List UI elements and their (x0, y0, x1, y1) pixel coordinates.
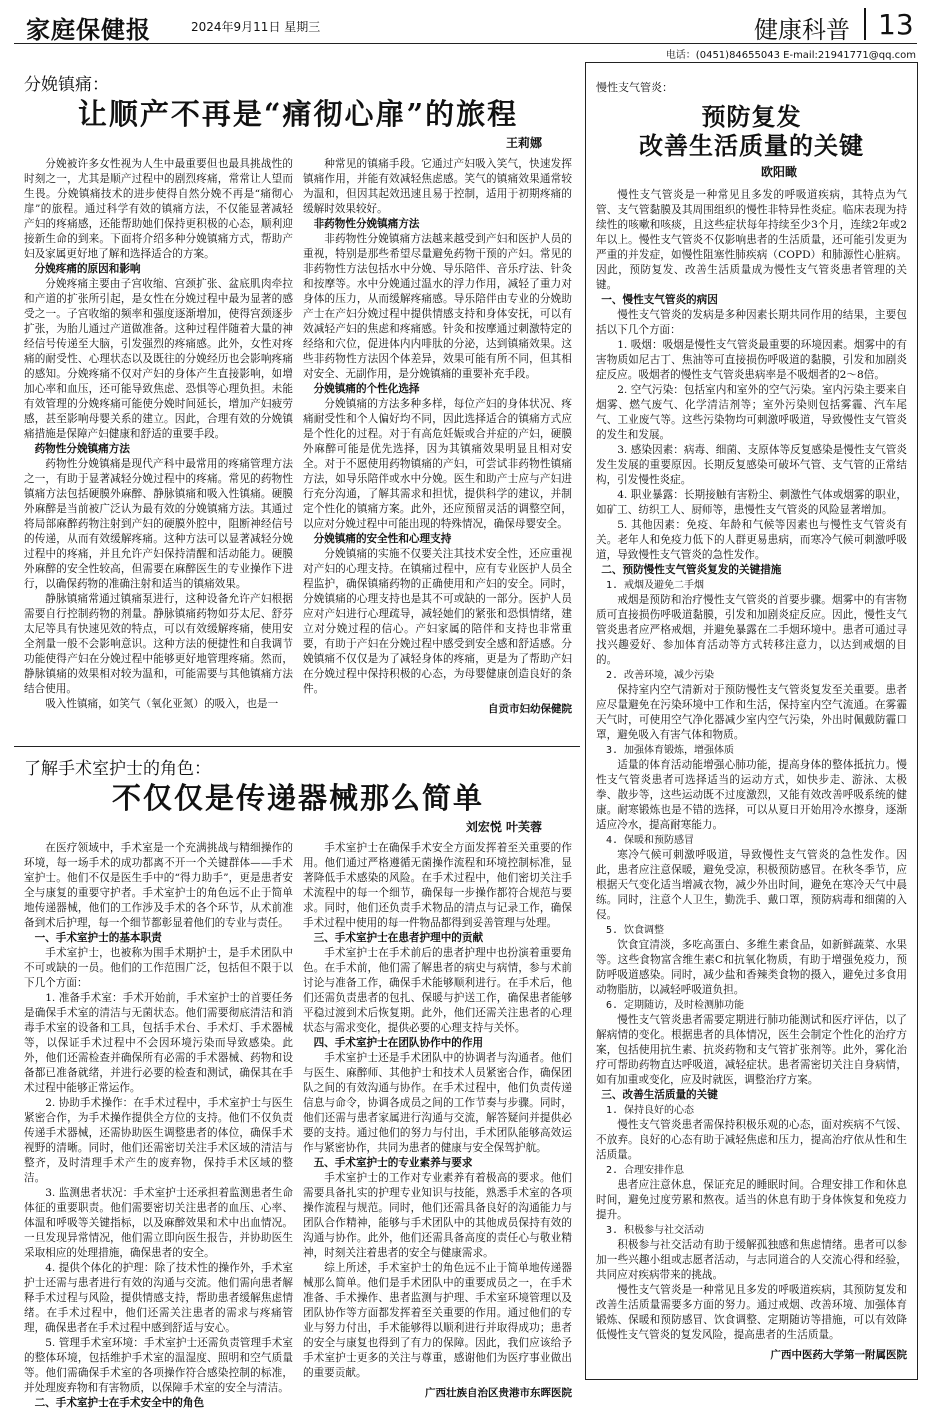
article-title-line2: 改善生活质量的关键 (639, 130, 864, 160)
paragraph: 手术室护士，也被称为围手术期护士，是手术团队中不可或缺的一员。他们的工作范围广泛，包括但不限于以下几个方面： (24, 946, 293, 989)
contact-line: 电话：(0451)84655043 E-mail:21941771@qq.com (665, 50, 916, 61)
paragraph: 慢性支气管炎是一种常见且多发的呼吸道疾病，其预防复发和改善生活质量需要多方面的努力。通过戒烟、改善环境、加强体育锻炼、保暖和预防感冒、饮食调整、定期随访等措施，可以有效降低慢性支气管炎的复发风险，提高患者的生活质量。 (596, 1283, 907, 1341)
paragraph: 5. 其他因素：免疫、年龄和气候等因素也与慢性支气管炎有关。老年人和免疫力低下的人群更易患病，而寒冷气候可刺激呼吸道，导致慢性支气管炎的急性发作。 (596, 518, 907, 561)
paragraph: 分娩被许多女性视为人生中最重要但也最具挑战性的时刻之一，尤其是顺产过程中的剧烈疼痛，常常让人望而生畏。分娩镇痛技术的进步使得自然分娩不再是“痛彻心扉”的旅程。通过科学有效的镇痛方法，不仅能显著减轻产妇的疼痛感，还能帮助她们保持更积极的心态，顺利迎接新生命的到来。下面将介绍多种分娩镇痛方式，帮助产妇及家属更好地了解和选择适合的方案。 (24, 157, 293, 260)
weekday-text: 星期三 (284, 20, 321, 34)
column (303, 157, 572, 716)
divider (14, 746, 580, 747)
article-source: 广西中医药大学第一附属医院 (770, 1348, 907, 1361)
article-author: 刘宏悦 叶芙蓉 (465, 819, 542, 834)
paragraph: 适量的体育活动能增强心肺功能，提高身体的整体抵抗力。慢性支气管炎患者可选择适当的运动方式，如快步走、游泳、太极拳、散步等，这些运动既不过度激烈，又能有效改善呼吸系统的健康。耐寒锻炼也是不错的选择，可以从夏日开始用冷水擦身，逐渐适应冷水，提高耐寒能力。 (596, 758, 907, 831)
article-labor-analgesia (24, 70, 572, 736)
paragraph: 保持室内空气清新对于预防慢性支气管炎复发至关重要。患者应尽量避免在污染环境中工作和生活，保持室内空气流通。在雾霾天气时，可使用空气净化器减少室内空气污染，外出时佩戴防霾口罩，避免吸入有害气体和物质。 (596, 683, 907, 741)
article-source: 广西壮族自治区贵港市东晖医院 (425, 1386, 572, 1399)
paragraph: 5. 管理手术室环境：手术室护士还需负责管理手术室的整体环境，包括维护手术室的温湿度、照明和空气质量等。他们需确保手术室的各项操作符合感染控制的标准，并处理废弃物和有害物质，以保障手术室的安全与清洁。 (24, 1336, 293, 1394)
subheading: 一、手术室护士的基本职责 (34, 931, 162, 944)
subheading: 非药物性分娩镇痛方法 (313, 217, 420, 230)
subheading: 3. 积极参与社交活动 (606, 1224, 705, 1236)
subheading: 2. 合理安排作息 (606, 1164, 685, 1176)
article-bronchitis (585, 62, 918, 1380)
paragraph: 药物性分娩镇痛是现代产科中最常用的疼痛管理方法之一，有助于显著减轻分娩过程中的疼痛。常见的药物性镇痛方法包括硬膜外麻醉、静脉镇痛和吸入性镇痛。硬膜外麻醉是当前被广泛认为最有效的分娩镇痛方法。其通过将局部麻醉药物注射到产妇的硬膜外腔中，阻断神经信号的传递，从而有效缓解疼痛。这种方法可以显著减轻分娩过程中的疼痛，并且允许产妇保持清醒和活动能力。硬膜外麻醉的安全性较高，但需要在麻醉医生的专业操作下进行，以确保药物的准确注射和适当的镇痛效果。 (24, 457, 293, 590)
subheading: 四、手术室护士在团队协作中的作用 (313, 1036, 484, 1049)
paragraph: 慢性支气管炎患者需要定期进行肺功能测试和医疗评估，以了解病情的变化。根据患者的具体情况，医生会制定个性化的治疗方案，包括使用抗生素、抗炎药物和支气管扩张剂等。此外，雾化治疗可帮助药物直达呼吸道，减轻症状。患者需密切关注自身病情，如有加重或变化，应及时就医，调整治疗方案。 (596, 1013, 907, 1086)
paragraph: 积极参与社交活动有助于缓解孤独感和焦虑情绪。患者可以参加一些兴趣小组或志愿者活动，与志同道合的人交流心得和经验，共同应对疾病带来的挑战。 (596, 1238, 907, 1281)
issue-date (191, 18, 320, 35)
masthead (14, 6, 917, 44)
paragraph: 寒冷气候可刺激呼吸道，导致慢性支气管炎的急性发作。因此，患者应注意保暖，避免受凉，积极预防感冒。在秋冬季节，应根据天气变化适当增减衣物，减少外出时间，避免在寒冷天气中晨练。同时，注意个人卫生，勤洗手、戴口罩，预防病毒和细菌的入侵。 (596, 848, 907, 921)
subheading: 5. 饮食调整 (606, 924, 665, 936)
paragraph: 1. 吸烟：吸烟是慢性支气管炎最重要的环境因素。烟雾中的有害物质如尼古丁、焦油等可直接损伤呼吸道的黏膜，引发和加剧炎症反应。吸烟者的慢性支气管炎患病率是不吸烟者的2～8倍。 (596, 338, 907, 381)
article-title-line1: 预防复发 (701, 102, 802, 131)
subheading: 三、改善生活质量的关键 (601, 1088, 718, 1101)
paragraph: 分娩疼痛主要由子宫收缩、宫颈扩张、盆底肌肉牵拉和产道的扩张所引起，是女性在分娩过程中最为显著的感受之一。子宫收缩的频率和强度逐渐增加，使得宫颈逐步扩张，为胎儿通过产道做准备。这种过程伴随着大量的神经信号传递至大脑，引发强烈的疼痛感。此外，女性对疼痛的耐受性、心理状态以及既往的分娩经历也会影响疼痛的感知。分娩疼痛不仅对产妇的身体产生直接影响，如增加心率和血压，还可能导致焦虑、恐惧等心理负担。未能有效管理的分娩疼痛可能使分娩时间延长，增加产妇疲劳感，甚至影响母婴关系的建立。因此，合理有效的分娩镇痛措施是保障产妇健康和舒适的重要手段。 (24, 277, 293, 440)
paragraph: 吸入性镇痛，如笑气（氧化亚氮）的吸入，也是一 (45, 697, 279, 710)
paragraph: 手术室护士还是手术团队中的协调者与沟通者。他们与医生、麻醉师、其他护士和技术人员紧密合作，确保团队之间的有效沟通与协作。在手术过程中，他们负责传递信息与命令，协调各成员之间的工作节奏与步骤。同时，他们还需与患者家属进行沟通与交流，解答疑问并提供必要的支持。通过他们的努力与付出，手术团队能够高效运作与紧密协作，共同为患者的健康与安全保驾护航。 (303, 1051, 572, 1154)
article-kicker: 慢性支气管炎： (596, 81, 673, 94)
subheading: 1. 戒烟及避免二手烟 (606, 579, 705, 591)
paragraph: 手术室护士的工作对专业素养有着极高的要求。他们需要具备扎实的护理专业知识与技能，熟悉手术室的各项操作流程与规范。同时，他们还需具备良好的沟通能力与团队合作精神，能够与手术团队中的其他成员保持有效的沟通与协作。此外，他们还需具备高度的责任心与敬业精神，时刻关注着患者的安全与健康需求。 (303, 1171, 572, 1259)
column (303, 841, 572, 1411)
date-text: 2024年9月11日 (191, 20, 281, 34)
article-author: 王莉娜 (505, 135, 542, 150)
paragraph: 分娩镇痛的实施不仅要关注其技术安全性，还应重视对产妇的心理支持。在镇痛过程中，应有专业医护人员全程监护，确保镇痛药物的正确使用和产妇的安全。同时，分娩镇痛的心理支持也是其不可或缺的一部分。医护人员应对产妇进行心理疏导，减轻她们的紧张和恐惧情绪，建立对分娩过程的信心。产妇家属的陪伴和支持也非常重要，有助于产妇在分娩过程中感受到安全感和舒适感。分娩镇痛不仅仅是为了减轻身体的疼痛，更是为了帮助产妇在分娩过程中保持积极的心态，为母婴健康创造良好的条件。 (303, 547, 572, 695)
paragraph: 慢性支气管炎的发病是多种因素长期共同作用的结果，主要包括以下几个方面： (596, 308, 907, 336)
paragraph: 4. 职业暴露：长期接触有害粉尘、刺激性气体或烟雾的职业，如矿工、纺织工人、厨师等，患慢性支气管炎的风险显著增加。 (596, 488, 907, 516)
subheading: 1. 保持良好的心态 (606, 1104, 695, 1116)
subheading: 2. 改善环境，减少污染 (606, 669, 715, 681)
article-title: 不仅仅是传递器械那么简单 (111, 781, 484, 815)
paragraph: 1. 准备手术室：手术开始前，手术室护士的首要任务是确保手术室的清洁与无菌状态。他们需要彻底清洁和消毒手术室的设备和工具，包括手术台、手术灯、手术器械等，以保证手术过程中不会因环境污染而导致感染。此外，他们还需检查并确保所有必需的手术器械、药物和设备都已准备就绪，并进行必要的检查和测试，确保其在手术过程中能够正常运作。 (24, 991, 293, 1094)
subheading: 分娩镇痛的安全性和心理支持 (313, 532, 452, 545)
article-source: 自贡市妇幼保健院 (488, 702, 572, 715)
article-or-nurse (24, 754, 572, 1409)
paragraph: 戒烟是预防和治疗慢性支气管炎的首要步骤。烟雾中的有害物质可直接损伤呼吸道黏膜，引发和加剧炎症反应。因此，慢性支气管炎患者应严格戒烟，并避免暴露在二手烟环境中。患者可通过寻找兴趣爱好、参加体育活动等方式转移注意力，以达到戒烟的目的。 (596, 593, 907, 666)
paragraph: 患者应注意休息，保证充足的睡眠时间。合理安排工作和休息时间，避免过度劳累和熬夜。适当的休息有助于身体恢复和免疫力提升。 (596, 1178, 907, 1221)
paper-name: 家庭保健报 (26, 16, 151, 44)
subheading: 4. 保暖和预防感冒 (606, 834, 695, 846)
subheading: 二、手术室护士在手术安全中的角色 (34, 1396, 205, 1409)
paragraph: 慢性支气管炎患者需保持积极乐观的心态，面对疾病不气馁、不放弃。良好的心态有助于减轻焦虑和压力，提高治疗依从性和生活质量。 (596, 1118, 907, 1161)
subheading: 五、手术室护士的专业素养与要求 (313, 1156, 473, 1169)
column (24, 841, 293, 1411)
article-kicker: 了解手术室护士的角色： (24, 759, 211, 779)
paragraph: 2. 协助手术操作：在手术过程中，手术室护士与医生紧密合作，为手术操作提供全方位的支持。他们不仅负责传递手术器械，还需协助医生调整患者的体位，确保手术视野的清晰。同时，他们还需密切关注手术区域的清洁与整齐，及时清理手术产生的废弃物，保持手术区域的整洁。 (24, 1096, 293, 1184)
column (24, 157, 293, 716)
paragraph: 2. 空气污染：包括室内和室外的空气污染。室内污染主要来自烟雾、燃气废气、化学清洁剂等；室外污染则包括雾霾、汽车尾气、工业废气等。这些污染物均可刺激呼吸道，导致慢性支气管炎的发生和发展。 (596, 383, 907, 441)
article-title: 让顺产不再是“痛彻心扉”的旅程 (77, 97, 519, 131)
article-columns (24, 157, 572, 716)
paragraph: 饮食宜清淡，多吃高蛋白、多维生素食品，如新鲜蔬菜、水果等。这些食物富含维生素C和抗氧化物质，有助于增强免疫力，预防呼吸道感染。同时，减少盐和香辣类食物的摄入，避免过多食用动物脂肪，以减轻呼吸道负担。 (596, 938, 907, 996)
paragraph: 4. 提供个体化的护理：除了技术性的操作外，手术室护士还需与患者进行有效的沟通与交流。他们需向患者解释手术过程与风险，提供情感支持，帮助患者缓解焦虑情绪。在手术过程中，他们还需关注患者的需求与疼痛管理，确保患者在手术过程中感到舒适与安心。 (24, 1261, 293, 1334)
subheading: 分娩疼痛的原因和影响 (34, 262, 141, 275)
divider (864, 8, 866, 40)
paragraph: 非药物性分娩镇痛方法越来越受到产妇和医护人员的重视，特别是那些希望尽量避免药物干预的产妇。常见的非药物性方法包括水中分娩、导乐陪伴、音乐疗法、针灸和按摩等。水中分娩通过温水的浮力作用，减轻了重力对身体的压力，从而缓解疼痛感。导乐陪伴由专业的分娩助产士在产妇分娩过程中提供情感支持和身体安抚，可以有效减轻产妇的焦虑和疼痛感。针灸和按摩通过刺激特定的经络和穴位，促进体内内啡肽的分泌，达到镇痛效果。这些非药物性方法因个体差异，效果可能有所不同，但其相对安全、无副作用，是分娩镇痛的重要补充手段。 (303, 232, 572, 380)
paragraph: 在医疗领域中，手术室是一个充满挑战与精细操作的环境，每一场手术的成功都离不开一个关键群体——手术室护士。他们不仅是医生手中的“得力助手”，更是患者安全与康复的重要守护者。手术室护士的角色远不止于简单地传递器械，他们的工作涉及手术的各个环节，从术前准备到术后护理，每一个细节都彰显着他们的专业与责任。 (24, 841, 293, 929)
paragraph: 分娩镇痛的方法多种多样，每位产妇的身体状况、疼痛耐受性和个人偏好均不同，因此选择适合的镇痛方式应是个性化的过程。对于有高危妊娠或合并症的产妇，硬膜外麻醉可能是优先选择，因为其镇痛效果明显且相对安全。对于不愿使用药物镇痛的产妇，可尝试非药物性镇痛方法，如导乐陪伴或水中分娩。医生和助产士应与产妇进行充分沟通，了解其需求和担忧，提供科学的建议，并制定个性化的镇痛方案。此外，还应预留灵活的调整空间，以应对分娩过程中可能出现的特殊情况，确保母婴安全。 (303, 397, 572, 530)
subheading: 分娩镇痛的个性化选择 (313, 382, 420, 395)
paragraph: 3. 感染因素：病毒、细菌、支原体等反复感染是慢性支气管炎发生发展的重要原因。长期反复感染可破坏气管、支气管的正常结构，引发慢性炎症。 (596, 443, 907, 486)
paragraph: 手术室护士在确保手术安全方面发挥着至关重要的作用。他们通过严格遵循无菌操作流程和环境控制标准，显著降低手术感染的风险。在手术过程中，他们密切关注手术流程中的每一个细节，确保每一步操作都符合规范与要求。同时，他们还负责手术物品的清点与记录工作，确保手术过程中使用的每一件物品都得到妥善管理与处理。 (303, 841, 572, 929)
article-columns (24, 841, 572, 1411)
paragraph: 慢性支气管炎是一种常见且多发的呼吸道疾病，其特点为气管、支气管黏膜及其周围组织的慢性非特异性炎症。临床表现为持续性的咳嗽和咳痰，且这些症状每年持续至少3个月，连续2年或2年以上。慢性支气管炎不仅影响患者的生活质量，还可能引发更为严重的并发症，如慢性阻塞性肺疾病（COPD）和肺源性心脏病。因此，预防复发、改善生活质量成为慢性支气管炎患者管理的关键。 (596, 188, 907, 291)
paragraph: 综上所述，手术室护士的角色远不止于简单地传递器械那么简单。他们是手术团队中的重要成员之一，在手术准备、手术操作、患者监测与护理、手术室环境管理以及团队协作等方面都发挥着至关重要的作用。通过他们的专业与努力付出，手术能够得以顺利进行并取得成功；患者的安全与康复也得到了有力的保障。因此，我们应该给予手术室护士更多的关注与尊重，感谢他们为医疗事业做出的重要贡献。 (303, 1261, 572, 1379)
subheading: 药物性分娩镇痛方法 (34, 442, 130, 455)
section-name: 健康科普 (754, 16, 850, 44)
subheading: 二、预防慢性支气管炎复发的关键措施 (601, 563, 782, 576)
paragraph: 种常见的镇痛手段。它通过产妇吸入笑气，快速发挥镇痛作用，并能有效减轻焦虑感。笑气的镇痛效果通常较为温和，但因其起效迅速且易于控制，适用于初期疼痛的缓解时效果较好。 (303, 157, 572, 215)
column-body (303, 157, 572, 697)
article-body (596, 188, 907, 1343)
subheading: 6. 定期随访，及时检测肺功能 (606, 999, 745, 1011)
paragraph: 3. 监测患者状况：手术室护士还承担着监测患者生命体征的重要职责。他们需要密切关注患者的血压、心率、体温和呼吸等关键指标，以及麻醉效果和术中出血情况。一旦发现异常情况，他们需立即向医生报告，并协助医生采取相应的处理措施，确保患者的安全。 (24, 1186, 293, 1259)
paragraph: 静脉镇痛常通过镇痛泵进行，这种设备允许产妇根据需要自行控制药物的剂量。静脉镇痛药物如芬太尼、舒芬太尼等具有快速见效的特点，可以有效缓解疼痛，使用安全剂量一般不会影响意识。这种方法的便捷性和自我调节功能使得产妇在分娩过程中能够更好地管理疼痛。然而，静脉镇痛的效果相对较为温和，可能需要与其他镇痛方法结合使用。 (24, 592, 293, 695)
page-number: 13 (878, 8, 914, 41)
subheading: 3. 加强体育锻炼，增强体质 (606, 744, 735, 756)
article-kicker: 分娩镇痛： (24, 75, 109, 95)
paragraph: 手术室护士在手术前后的患者护理中也扮演着重要角色。在手术前，他们需了解患者的病史与病情，参与术前讨论与准备工作，确保手术能够顺利进行。在手术后，他们还需负责患者的包扎、保暖与护送工作，确保患者能够平稳过渡到术后恢复期。此外，他们还需关注患者的心理状态与需求变化，提供必要的心理支持与关怀。 (303, 946, 572, 1034)
subheading: 一、慢性支气管炎的病因 (601, 293, 718, 306)
article-author: 欧阳瞰 (760, 164, 797, 179)
column-body (303, 841, 572, 1381)
subheading: 三、手术室护士在患者护理中的贡献 (313, 931, 484, 944)
